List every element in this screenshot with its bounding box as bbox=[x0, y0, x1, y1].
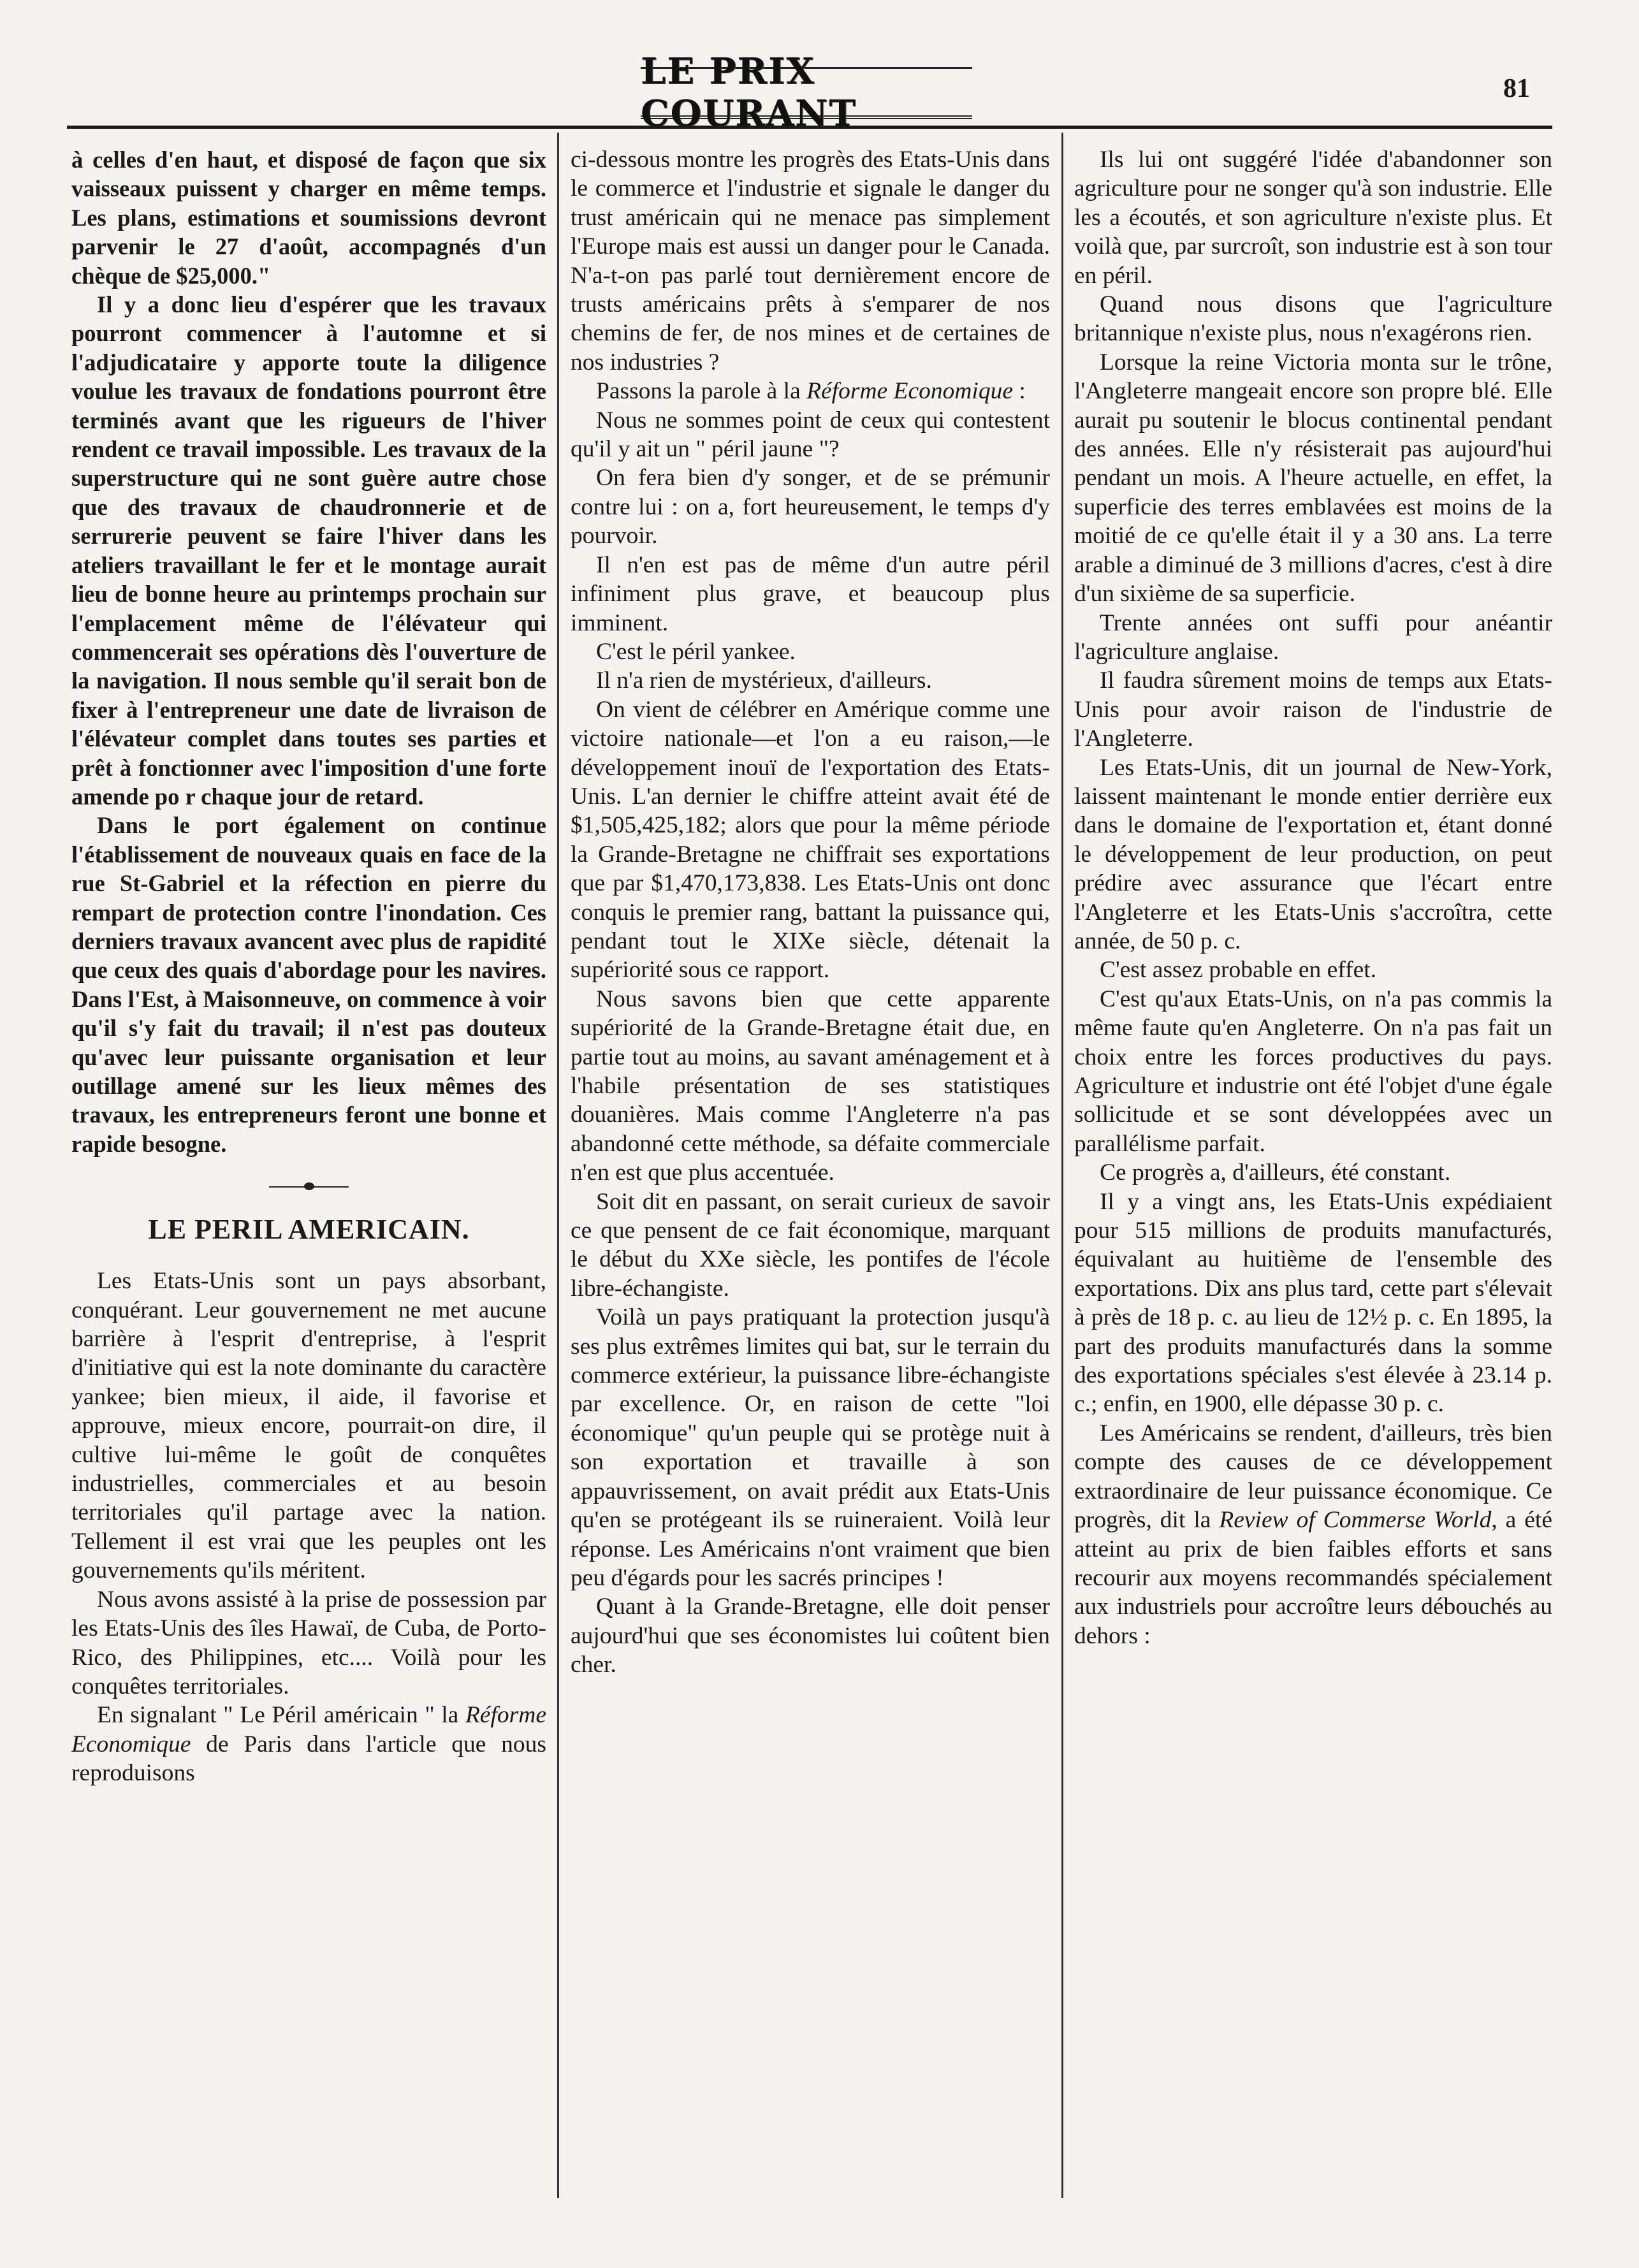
paragraph: Nous savons bien que cette apparente supériorité de la Grande-Bretagne était due, en partie tout au moins, au savant aménagement et à l'habile présentation de ses statistiques douanières. Mais comme l'Angleterre n'a pas abandonné cette méthode, sa défaite commerciale n'en est que plus accentuée. bbox=[571, 985, 1050, 1186]
paragraph: à celles d'en haut, et disposé de façon que six vaisseaux puissent y charger en même temps. Les plans, estimations et soumissions devront parvenir le 27 d'août, accompagnés d'un chèque de $25,000." bbox=[71, 147, 546, 289]
paragraph: Lorsque la reine Victoria monta sur le trône, l'Angleterre mangeait encore son propre blé. Elle aurait pu soutenir le blocus continental pendant des années. Elle n'y résisterait pas aujourd'hui pendant un mois. A l'heure actuelle, en effet, la superficie des terres emblavées est moins de la moitié de ce qu'elle était il y a 30 ans. La terre arable a diminué de 3 millions d'acres, c'est à dire d'un sixième de sa superficie. bbox=[1074, 349, 1552, 607]
paragraph: Trente années ont suffi pour anéantir l'agriculture anglaise. bbox=[1074, 609, 1552, 665]
text-run: En signalant " Le Péril américain " la bbox=[97, 1702, 465, 1729]
masthead-logo: LE PRIX COURANT bbox=[641, 67, 972, 119]
paragraph: Il y a donc lieu d'espérer que les travaux pourront commencer à l'automne et si l'adjudicataire y apporte toute la diligence voulue les travaux de fondations pourront être terminés avant que les rigueurs de l'hiver rendent ce travail impossible. Les travaux de la superstructure qui ne sont guère autre chose que des travaux de chaudronnerie et de serrurerie peuvent se faire l'hiver dans les ateliers travaillant le fer et le montage aurait lieu de bonne heure au printemps prochain sur l'emplacement même de l'élévateur qui commencerait ses opérations dès l'ouverture de la navigation. Il nous semble qu'il serait bon de fixer à l'entrepreneur une date de livraison de l'élévateur complet dans toutes ses parties et prêt à fonctionner avec l'imposition d'une forte amende po r chaque jour de retard. bbox=[71, 291, 546, 810]
paragraph: C'est assez probable en effet. bbox=[1100, 957, 1377, 984]
paragraph: On vient de célébrer en Amérique comme une victoire nationale—et l'on a eu raison,—le développement inouï de l'exportation des Etats-Unis. L'an dernier le chiffre atteint avait été de $1,505,425,182; alors que pour la même période la Grande-Bretagne ne chiffrait ses exportations que par $1,470,173,838. Les Etats-Unis ont donc conquis le premier rang, battant la puissance qui, pendant tout le XIXe siècle, détenait la supériorité sous ce rapport. bbox=[571, 696, 1050, 984]
paragraph: Ce progrès a, d'ailleurs, été constant. bbox=[1100, 1159, 1451, 1186]
paragraph: On fera bien d'y songer, et de se prémunir contre lui : on a, fort heureusement, le temps d'y pourvoir. bbox=[571, 465, 1050, 549]
paragraph: Il n'a rien de mystérieux, d'ailleurs. bbox=[596, 667, 932, 694]
text-run: Les Américains se rendent, d'ailleurs, très bien compte des causes de ce développement extraordinaire de leur puissance économique. Ce progrès, dit la bbox=[1074, 1420, 1552, 1534]
paragraph: Il n'en est pas de même d'un autre péril infiniment plus grave, et beaucoup plus imminent. bbox=[571, 551, 1050, 636]
paragraph: ci-dessous montre les progrès des Etats-Unis dans le commerce et l'industrie et signale le danger du trust américain qui ne menace pas simplement l'Europe mais est aussi un danger pour le Canada. N'a-t-on pas parlé tout dernièrement encore de trusts américains prêts à s'emparer de nos chemins de fer, de nos mines et de certaines de nos industries ? bbox=[571, 147, 1050, 375]
paragraph: Les Etats-Unis sont un pays absorbant, conquérant. Leur gouvernement ne met aucune barrière à l'esprit d'entreprise, à l'esprit d'initiative qui est la note dominante du caractère yankee; bien mieux, il aide, il favorise et approuve, mieux encore, pourrait-on dire, il cultive lui-même le goût de conquêtes industrielles, commerciales et au besoin territoriales qu'il partage avec la nation. Tellement il est vrai que les peuples ont les gouvernements qu'ils méritent. bbox=[71, 1268, 546, 1584]
paragraph: C'est le péril yankee. bbox=[596, 638, 796, 665]
article-title: LE PERIL AMERICAIN. bbox=[148, 1214, 470, 1246]
text-run: de Paris dans l'article que nous reproduisons bbox=[71, 1731, 546, 1787]
paragraph: Les Etats-Unis, dit un journal de New-York, laissent maintenant le monde entier derrière eux dans le domaine de l'exportation et, étant donné le développement de leur production, on peut prédire avec assurance que l'écart entre l'Angleterre et les Etats-Unis s'accroîtra, cette année, de 50 p. c. bbox=[1074, 754, 1552, 954]
paragraph: C'est qu'aux Etats-Unis, on n'a pas commis la même faute qu'en Angleterre. On n'a pas fait un choix entre les forces productives du pays. Agriculture et industrie ont été l'objet d'une égale sollicitude et se sont développées avec un parallélisme parfait. bbox=[1074, 985, 1552, 1157]
paragraph: Nous avons assisté à la prise de possession par les Etats-Unis des îles Hawaï, de Cuba, de Porto-Rico, des Philippines, etc.... Voilà pour les conquêtes territoriales. bbox=[71, 1586, 546, 1699]
column-divider bbox=[557, 133, 559, 2198]
text-run: : bbox=[1012, 378, 1026, 405]
paragraph: Soit dit en passant, on serait curieux de savoir ce que pensent de ce fait économique, marquant le début du XXe siècle, les pontifes de l'école libre-échangiste. bbox=[571, 1188, 1050, 1302]
publication-title: Review of Commerse World bbox=[1219, 1507, 1492, 1534]
paragraph bbox=[71, 1701, 546, 1787]
text-run: Passons la parole à la bbox=[596, 378, 807, 405]
column-divider bbox=[1061, 133, 1063, 2198]
page-number: 81 bbox=[1503, 74, 1530, 103]
column-left bbox=[71, 145, 546, 2211]
text-run: , a été atteint au prix de bien faibles efforts et sans recourir aux moyens recommandés spécialement aux industriels pour accroître leurs débouchés au dehors : bbox=[1074, 1507, 1552, 1649]
paragraph: Il y a vingt ans, les Etats-Unis expédiaient pour 515 millions de produits manufacturés, équivalant au huitième de l'ensemble des exportations. Dix ans plus tard, cette part s'élevait à près de 18 p. c. au lieu de 12½ p. c. En 1895, la part des produits manufacturés dans la somme des exportations spéciales s'est élevée à 23.14 p. c.; enfin, en 1900, elle dépasse 30 p. c. bbox=[1074, 1188, 1552, 1418]
publication-title: Réforme Economique bbox=[806, 378, 1013, 405]
paragraph: Quand nous disons que l'agriculture britannique n'existe plus, nous n'exagérons rien. bbox=[1074, 291, 1552, 347]
column-middle bbox=[571, 145, 1050, 2211]
publication-title: Réforme Economique bbox=[71, 1702, 546, 1757]
paragraph: Il faudra sûrement moins de temps aux Etats-Unis pour avoir raison de l'industrie de l'Angleterre. bbox=[1074, 667, 1552, 752]
paragraph bbox=[1074, 1419, 1552, 1650]
header-rule bbox=[67, 126, 1552, 129]
paragraph: Quant à la Grande-Bretagne, elle doit penser aujourd'hui que ses économistes lui coûtent bien cher. bbox=[571, 1594, 1050, 1678]
paragraph: Voilà un pays pratiquant la protection jusqu'à ses plus extrêmes limites qui bat, sur le terrain du commerce extérieur, la puissance libre-échangiste par excellence. Or, en raison de cette "loi économique" qu'un peuple qui se protège nuit à son exportation et travaille à son appauvrissement, on avait prédit aux Etats-Unis qu'en se protégeant ils se ruineraient. Voilà leur réponse. Les Américains n'ont vraiment que bien peu d'égards pour les sacrés principes ! bbox=[571, 1304, 1050, 1591]
section-separator bbox=[71, 1174, 546, 1199]
column-right bbox=[1074, 145, 1552, 2211]
paragraph bbox=[571, 377, 1050, 405]
paragraph: Nous ne sommes point de ceux qui contestent qu'il y ait un " péril jaune "? bbox=[571, 407, 1050, 463]
paragraph: Ils lui ont suggéré l'idée d'abandonner son agriculture pour ne songer qu'à son industrie. Elle les a écoutés, et son agriculture n'existe plus. Et voilà que, par surcroît, son industrie est à son tour en péril. bbox=[1074, 147, 1552, 289]
paragraph: Dans le port également on continue l'établissement de nouveaux quais en face de la rue St-Gabriel et la réfection en pierre du rempart de protection contre l'inondation. Ces derniers travaux avancent avec plus de rapidité que ceux des quais d'abordage pour les navires. Dans l'Est, à Maisonneuve, on commence à voir qu'il s'y fait du travail; il n'est pas douteux qu'avec leur puissante organisation et leur outillage amené sur les lieux mêmes des travaux, les entrepreneurs feront une bonne et rapide besogne. bbox=[71, 812, 546, 1157]
